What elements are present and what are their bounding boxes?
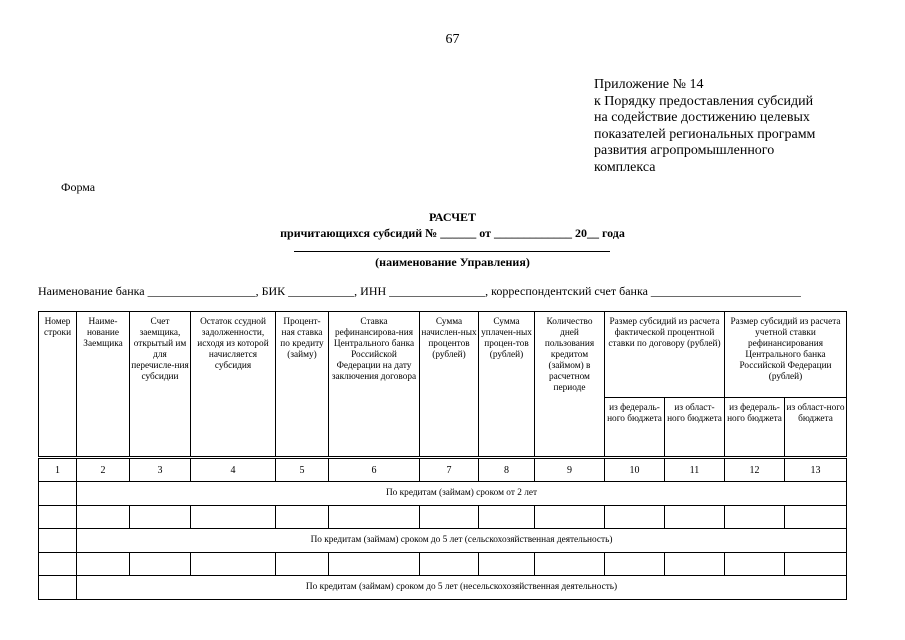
- table-cell: [605, 553, 665, 576]
- table-cell: [665, 506, 725, 529]
- column-number: 7: [420, 458, 479, 482]
- column-number: 13: [785, 458, 847, 482]
- sub-header-cell: из област-ного бюджета: [665, 398, 725, 458]
- header-cell: Наиме-нование Заемщика: [77, 312, 130, 458]
- table-cell: [77, 506, 130, 529]
- table-cell: [191, 506, 276, 529]
- appendix-line: развития агропромышленного: [594, 143, 775, 158]
- document-subtitle: причитающихся субсидий № ______ от _____________ 20__ года: [280, 226, 625, 240]
- column-number: 4: [191, 458, 276, 482]
- management-caption: (наименование Управления): [375, 255, 530, 269]
- table-cell: [479, 506, 535, 529]
- sub-header-cell: из федераль-ного бюджета: [725, 398, 785, 458]
- table-cell: [535, 506, 605, 529]
- sub-header-cell: из федераль-ного бюджета: [605, 398, 665, 458]
- table-cell: [785, 506, 847, 529]
- header-cell: Счет заемщика, открытый им для перечисле-ния субсидии: [130, 312, 191, 458]
- appendix-line: комплекса: [594, 159, 656, 175]
- table-cell: [276, 553, 329, 576]
- table-cell: [276, 506, 329, 529]
- table-cell: [665, 553, 725, 576]
- table-cell: [39, 529, 77, 553]
- group-header-cell: Размер субсидий из расчета учетной ставки рефинансирования Центрального банка Российской Федерации (рублей): [725, 312, 847, 398]
- header-cell: Номер строки: [39, 312, 77, 458]
- table-cell: [39, 553, 77, 576]
- column-number: 6: [329, 458, 420, 482]
- header-cell: Процент-ная ставка по кредиту (займу): [276, 312, 329, 458]
- subsidy-table: [38, 311, 847, 600]
- table-cell: [535, 553, 605, 576]
- table-cell: [479, 553, 535, 576]
- table-cell: [605, 506, 665, 529]
- header-cell: Сумма уплачен-ных процен-тов (рублей): [479, 312, 535, 458]
- group-header-cell: Размер субсидий из расчета фактической процентной ставки по договору (рублей): [605, 312, 725, 398]
- table-cell: [420, 506, 479, 529]
- appendix-block: [594, 77, 815, 176]
- section-heading: По кредитам (займам) сроком до 5 лет (несельскохозяйственная деятельность): [77, 576, 847, 600]
- header-cell: Сумма начислен-ных процентов (рублей): [420, 312, 479, 458]
- table-cell: [725, 506, 785, 529]
- column-number: 11: [665, 458, 725, 482]
- column-number: 10: [605, 458, 665, 482]
- column-number: 1: [39, 458, 77, 482]
- table-cell: [725, 553, 785, 576]
- section-heading: По кредитам (займам) сроком от 2 лет: [77, 482, 847, 506]
- management-underline: [294, 251, 610, 252]
- table-cell: [420, 553, 479, 576]
- table-cell: [39, 576, 77, 600]
- table-cell: [785, 553, 847, 576]
- appendix-line: Приложение № 14: [594, 77, 704, 92]
- appendix-line: показателей региональных программ: [594, 126, 816, 142]
- header-cell: Остаток ссудной задолженности, исходя из которой начисляется субсидия: [191, 312, 276, 458]
- table-row: [39, 506, 847, 529]
- table-cell: [329, 553, 420, 576]
- document-title: РАСЧЕТ: [428, 210, 477, 224]
- column-number: 8: [479, 458, 535, 482]
- table-cell: [130, 553, 191, 576]
- header-cell: Ставка рефинансирова-ния Центрального банка Российской Федерации на дату заключения договора: [329, 312, 420, 458]
- column-number: 9: [535, 458, 605, 482]
- column-number: 5: [276, 458, 329, 482]
- page-number: 67: [445, 32, 460, 47]
- header-cell: Количество дней пользования кредитом (займом) в расчетном периоде: [535, 312, 605, 458]
- table-cell: [329, 506, 420, 529]
- column-number: 2: [77, 458, 130, 482]
- table-cell: [39, 482, 77, 506]
- column-number: 3: [130, 458, 191, 482]
- table-row: [39, 553, 847, 576]
- form-label: Форма: [61, 180, 96, 194]
- section-heading: По кредитам (займам) сроком до 5 лет (сельскохозяйственная деятельность): [77, 529, 847, 553]
- appendix-line: к Порядку предоставления субсидий: [594, 93, 814, 109]
- table-cell: [39, 506, 77, 529]
- table-cell: [77, 553, 130, 576]
- column-number: 12: [725, 458, 785, 482]
- table-cell: [191, 553, 276, 576]
- table-cell: [130, 506, 191, 529]
- appendix-line: на содействие достижению целевых: [594, 110, 810, 125]
- sub-header-cell: из област-ного бюджета: [785, 398, 847, 458]
- bank-details-line: Наименование банка __________________, БИК ___________, ИНН ________________, корреспондентский счет банка _________________________: [38, 284, 801, 298]
